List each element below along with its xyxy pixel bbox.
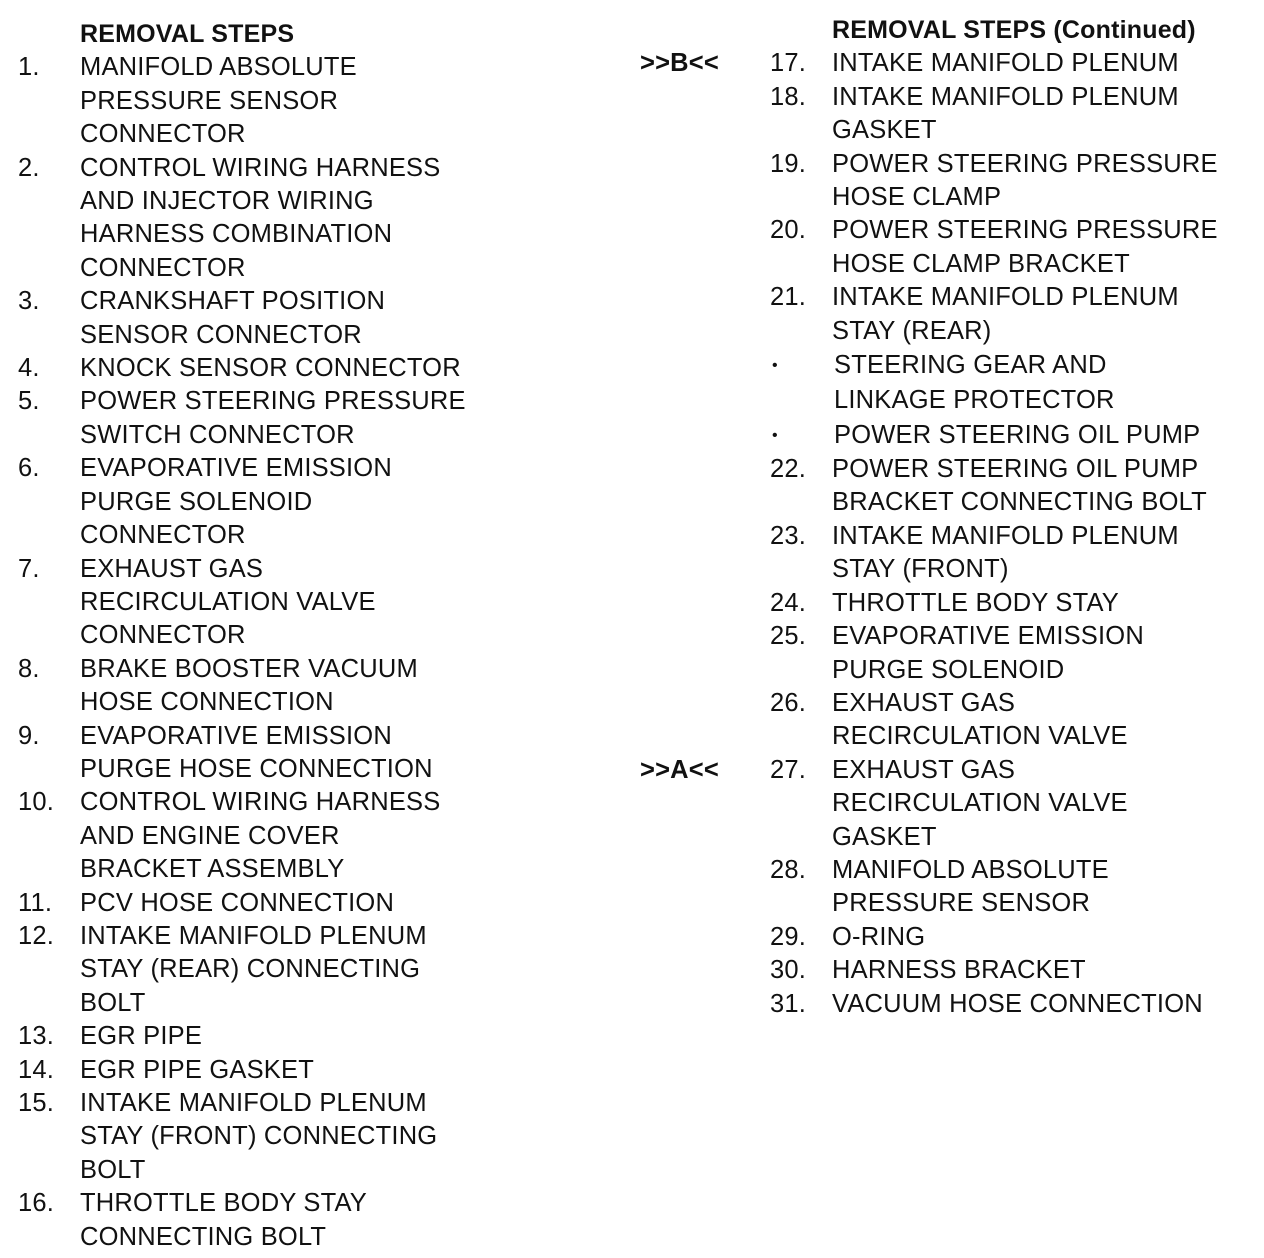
step-text bbox=[80, 887, 618, 920]
step-text-line: STAY (FRONT) bbox=[832, 555, 1009, 584]
step-item bbox=[18, 1020, 618, 1053]
step-item bbox=[640, 954, 1260, 987]
step-number: 19. bbox=[770, 149, 807, 178]
step-number: 30. bbox=[770, 956, 807, 985]
step-number: 29. bbox=[770, 922, 807, 951]
step-text bbox=[832, 453, 1260, 520]
left-column bbox=[18, 18, 618, 1254]
step-number: 14. bbox=[18, 1055, 55, 1084]
left-step-list bbox=[18, 51, 618, 1254]
right-step-list bbox=[640, 47, 1260, 1021]
step-number: 16. bbox=[18, 1189, 55, 1218]
step-text-line: LINKAGE PROTECTOR bbox=[834, 386, 1115, 415]
step-text bbox=[80, 1054, 618, 1087]
step-reference-mark bbox=[640, 988, 770, 1021]
step-text-line: HOSE CONNECTION bbox=[80, 688, 334, 717]
step-text-line: CONTROL WIRING HARNESS bbox=[80, 153, 441, 182]
step-number: 23. bbox=[770, 521, 807, 550]
step-item bbox=[640, 47, 1260, 80]
step-text-line: EVAPORATIVE EMISSION bbox=[832, 622, 1144, 651]
step-number: 3. bbox=[18, 287, 40, 316]
step-number: 21. bbox=[770, 283, 807, 312]
step-text-line: HARNESS COMBINATION bbox=[80, 220, 393, 249]
step-text-line: PURGE HOSE CONNECTION bbox=[80, 754, 433, 783]
step-text-line: INTAKE MANIFOLD PLENUM bbox=[832, 283, 1179, 312]
step-number: 10. bbox=[18, 788, 55, 817]
step-number: 9. bbox=[18, 721, 40, 750]
step-text bbox=[832, 921, 1260, 954]
step-item bbox=[640, 418, 1260, 453]
step-text-line: BRAKE BOOSTER VACUUM bbox=[80, 654, 418, 683]
step-text-line: THROTTLE BODY STAY bbox=[832, 588, 1119, 617]
step-text bbox=[834, 418, 1260, 453]
step-text-line: INTAKE MANIFOLD PLENUM bbox=[832, 82, 1179, 111]
step-text-line: PURGE SOLENOID bbox=[80, 487, 313, 516]
step-text-line: POWER STEERING OIL PUMP bbox=[832, 455, 1199, 484]
step-text bbox=[832, 47, 1260, 80]
step-text-line: CONTROL WIRING HARNESS bbox=[80, 788, 441, 817]
step-item bbox=[18, 786, 618, 886]
step-text-line: BOLT bbox=[80, 988, 146, 1017]
step-number: 11. bbox=[18, 888, 53, 917]
step-item bbox=[640, 214, 1260, 281]
step-reference-mark bbox=[640, 418, 770, 453]
step-text bbox=[832, 587, 1260, 620]
left-heading: REMOVAL STEPS bbox=[80, 20, 295, 48]
step-text-line: POWER STEERING PRESSURE bbox=[832, 149, 1218, 178]
step-reference-mark bbox=[640, 281, 770, 348]
step-number: 17. bbox=[770, 49, 807, 78]
step-reference-mark bbox=[640, 214, 770, 281]
step-text-line: POWER STEERING OIL PUMP bbox=[834, 421, 1201, 450]
step-item bbox=[18, 285, 618, 352]
step-text bbox=[80, 1020, 618, 1053]
step-number: 2. bbox=[18, 153, 40, 182]
step-reference-mark bbox=[640, 921, 770, 954]
step-reference-mark bbox=[640, 854, 770, 921]
step-number: 4. bbox=[18, 354, 40, 383]
step-item bbox=[18, 452, 618, 552]
step-reference-mark bbox=[640, 620, 770, 687]
step-text-line: VACUUM HOSE CONNECTION bbox=[832, 989, 1203, 1018]
step-number: 6. bbox=[18, 454, 40, 483]
step-text-line: PCV HOSE CONNECTION bbox=[80, 888, 395, 917]
step-number: 22. bbox=[770, 455, 807, 484]
step-text-line: STAY (REAR) CONNECTING bbox=[80, 955, 421, 984]
step-number: 18. bbox=[770, 82, 807, 111]
step-text-line: EGR PIPE GASKET bbox=[80, 1055, 314, 1084]
step-text bbox=[80, 385, 618, 452]
step-number: 20. bbox=[770, 216, 807, 245]
step-reference-mark: >>B<< bbox=[640, 49, 719, 78]
step-text bbox=[832, 81, 1260, 148]
step-text-line: GASKET bbox=[832, 116, 937, 145]
step-text-line: EXHAUST GAS bbox=[832, 688, 1016, 717]
step-text-line: GASKET bbox=[832, 822, 937, 851]
bullet-icon: • bbox=[772, 357, 778, 375]
step-text bbox=[80, 152, 618, 286]
step-text-line: KNOCK SENSOR CONNECTOR bbox=[80, 354, 461, 383]
step-text bbox=[80, 720, 618, 787]
step-text-line: AND ENGINE COVER bbox=[80, 821, 340, 850]
step-text bbox=[80, 1087, 618, 1187]
step-item bbox=[18, 553, 618, 653]
step-text-line: EVAPORATIVE EMISSION bbox=[80, 721, 392, 750]
step-item bbox=[640, 348, 1260, 418]
step-item bbox=[640, 620, 1260, 687]
step-text-line: STAY (FRONT) CONNECTING bbox=[80, 1122, 438, 1151]
step-reference-mark bbox=[640, 81, 770, 148]
bullet-icon: • bbox=[772, 427, 778, 445]
step-item bbox=[640, 81, 1260, 148]
step-text-line: BRACKET CONNECTING BOLT bbox=[832, 488, 1207, 517]
step-text-line: PRESSURE SENSOR bbox=[832, 889, 1091, 918]
step-item bbox=[640, 988, 1260, 1021]
step-text bbox=[80, 1187, 618, 1254]
step-text bbox=[80, 786, 618, 886]
step-item bbox=[640, 854, 1260, 921]
step-text-line: HOSE CLAMP BRACKET bbox=[832, 249, 1130, 278]
step-text-line: SENSOR CONNECTOR bbox=[80, 320, 362, 349]
step-reference-mark bbox=[640, 453, 770, 520]
step-item bbox=[640, 453, 1260, 520]
step-number: 24. bbox=[770, 588, 807, 617]
step-text bbox=[80, 920, 618, 1020]
step-text-line: HARNESS BRACKET bbox=[832, 956, 1086, 985]
step-number: 5. bbox=[18, 387, 40, 416]
step-text bbox=[832, 520, 1260, 587]
step-text-line: PURGE SOLENOID bbox=[832, 655, 1065, 684]
step-text bbox=[80, 285, 618, 352]
step-item bbox=[18, 385, 618, 452]
step-text bbox=[80, 51, 618, 151]
step-text-line: O-RING bbox=[832, 922, 926, 951]
step-text-line: RECIRCULATION VALVE bbox=[832, 722, 1128, 751]
step-text-line: MANIFOLD ABSOLUTE bbox=[80, 53, 357, 82]
step-text-line: MANIFOLD ABSOLUTE bbox=[832, 855, 1109, 884]
step-text-line: STEERING GEAR AND bbox=[834, 351, 1107, 380]
step-item bbox=[18, 51, 618, 151]
step-text bbox=[80, 653, 618, 720]
step-item bbox=[18, 887, 618, 920]
step-text-line: INTAKE MANIFOLD PLENUM bbox=[832, 49, 1179, 78]
step-text-line: EXHAUST GAS bbox=[80, 554, 264, 583]
step-text-line: EXHAUST GAS bbox=[832, 755, 1016, 784]
step-item bbox=[18, 1087, 618, 1187]
step-text bbox=[80, 452, 618, 552]
step-text bbox=[832, 214, 1260, 281]
step-text bbox=[832, 281, 1260, 348]
step-item bbox=[18, 653, 618, 720]
step-item bbox=[18, 720, 618, 787]
step-text-line: EGR PIPE bbox=[80, 1022, 203, 1051]
step-text bbox=[80, 352, 618, 385]
step-number: 1. bbox=[18, 53, 40, 82]
step-item bbox=[18, 352, 618, 385]
step-text-line: STAY (REAR) bbox=[832, 316, 992, 345]
step-text bbox=[832, 754, 1260, 854]
step-item bbox=[18, 152, 618, 286]
right-column bbox=[640, 14, 1260, 1021]
step-text bbox=[832, 954, 1260, 987]
step-item bbox=[640, 520, 1260, 587]
step-text-line: CONNECTOR bbox=[80, 120, 246, 149]
step-item bbox=[640, 148, 1260, 215]
step-number: 25. bbox=[770, 622, 807, 651]
step-text-line: RECIRCULATION VALVE bbox=[80, 587, 376, 616]
step-text-line: POWER STEERING PRESSURE bbox=[80, 387, 466, 416]
step-item bbox=[640, 281, 1260, 348]
step-item bbox=[640, 921, 1260, 954]
step-item bbox=[640, 587, 1260, 620]
step-reference-mark bbox=[640, 520, 770, 587]
step-number: 12. bbox=[18, 921, 55, 950]
step-number: 8. bbox=[18, 654, 40, 683]
step-reference-mark bbox=[640, 148, 770, 215]
step-text-line: CRANKSHAFT POSITION bbox=[80, 287, 386, 316]
step-text bbox=[832, 148, 1260, 215]
step-text-line: AND INJECTOR WIRING bbox=[80, 187, 374, 216]
step-number: 31. bbox=[770, 989, 807, 1018]
step-item bbox=[640, 687, 1260, 754]
step-reference-mark bbox=[640, 348, 770, 418]
step-number: 26. bbox=[770, 688, 807, 717]
step-text-line: INTAKE MANIFOLD PLENUM bbox=[832, 521, 1179, 550]
step-text bbox=[832, 620, 1260, 687]
step-text-line: EVAPORATIVE EMISSION bbox=[80, 454, 392, 483]
step-text bbox=[80, 553, 618, 653]
step-text-line: PRESSURE SENSOR bbox=[80, 86, 339, 115]
step-number: 28. bbox=[770, 855, 807, 884]
step-number: 13. bbox=[18, 1022, 55, 1051]
right-heading: REMOVAL STEPS (Continued) bbox=[832, 16, 1196, 44]
step-text-line: CONNECTOR bbox=[80, 621, 246, 650]
step-text-line: SWITCH CONNECTOR bbox=[80, 420, 355, 449]
step-text bbox=[832, 687, 1260, 754]
step-reference-mark bbox=[640, 687, 770, 754]
step-text bbox=[834, 348, 1260, 418]
step-item bbox=[18, 1187, 618, 1254]
step-text-line: THROTTLE BODY STAY bbox=[80, 1189, 367, 1218]
step-text-line: POWER STEERING PRESSURE bbox=[832, 216, 1218, 245]
step-text-line: CONNECTING BOLT bbox=[80, 1222, 327, 1251]
step-text-line: INTAKE MANIFOLD PLENUM bbox=[80, 1089, 427, 1117]
step-text bbox=[832, 988, 1260, 1021]
step-number: 7. bbox=[18, 554, 40, 583]
step-item bbox=[640, 754, 1260, 854]
step-number: 15. bbox=[18, 1089, 55, 1117]
step-text-line: BOLT bbox=[80, 1155, 146, 1184]
step-text-line: CONNECTOR bbox=[80, 253, 246, 282]
step-text-line: HOSE CLAMP bbox=[832, 183, 1002, 212]
step-text-line: INTAKE MANIFOLD PLENUM bbox=[80, 921, 427, 950]
step-text bbox=[832, 854, 1260, 921]
step-text-line: CONNECTOR bbox=[80, 521, 246, 550]
step-reference-mark: >>A<< bbox=[640, 755, 719, 784]
step-reference-mark bbox=[640, 954, 770, 987]
step-text-line: BRACKET ASSEMBLY bbox=[80, 855, 345, 884]
step-text-line: RECIRCULATION VALVE bbox=[832, 789, 1128, 818]
step-reference-mark bbox=[640, 587, 770, 620]
step-item bbox=[18, 1054, 618, 1087]
step-item bbox=[18, 920, 618, 1020]
step-number: 27. bbox=[770, 755, 807, 784]
